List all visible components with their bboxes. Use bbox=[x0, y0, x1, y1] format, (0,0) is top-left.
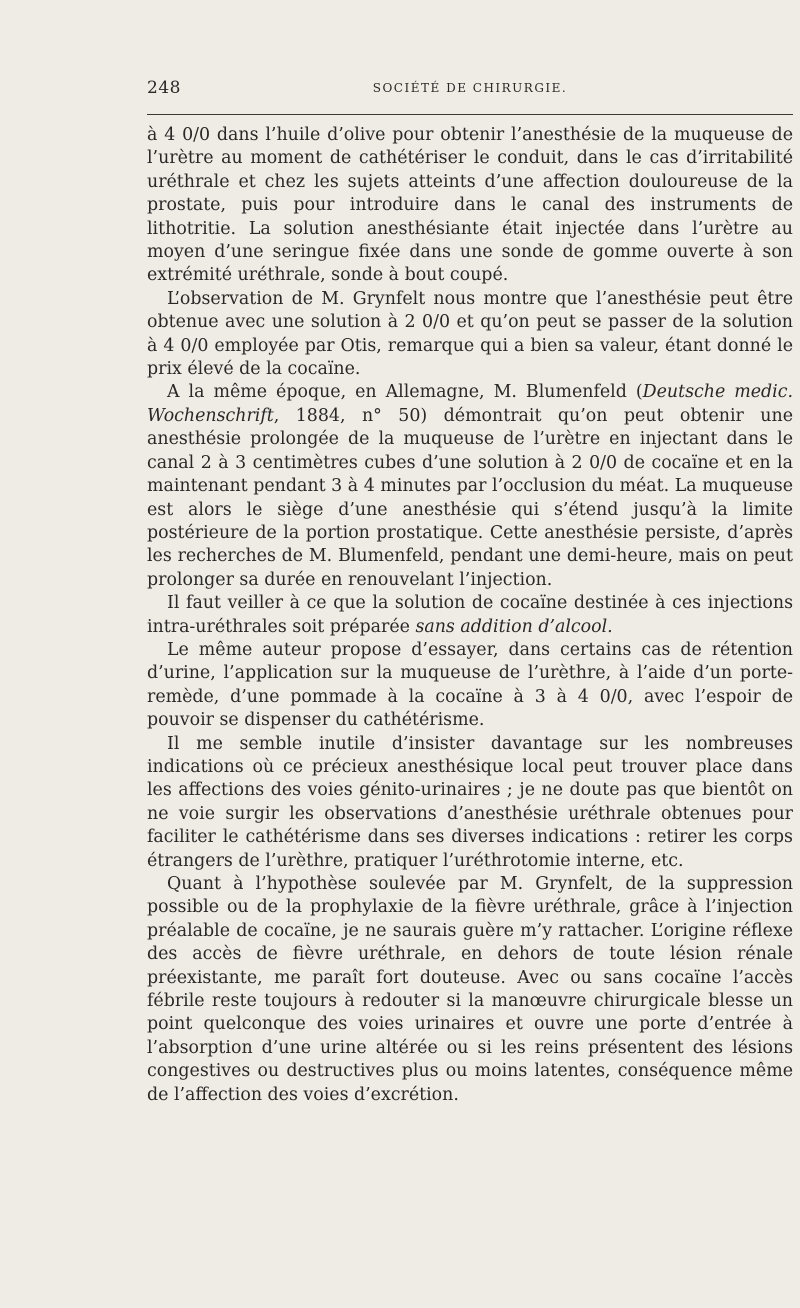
paragraph bbox=[147, 733, 793, 873]
text-run: A la même époque, en Allemagne, M. Blumenfeld ( bbox=[167, 382, 643, 403]
text-run: Il me semble inutile d’insister davantage sur les nombreuses indications où ce précieux anesthésique local peut trouver place dans les affections des voies génito-urinaires ; je ne doute pas que bientôt on ne voie surgir les observations d’anesthésie uréthrale obtenues pour faciliter le cathétérisme dans ses diverses indications : retirer les corps étrangers de l’urèthre, pratiquer l’uréthrotomie interne, etc. bbox=[147, 733, 793, 871]
text-run: , 1884, n° 50) démontrait qu’on peut obtenir une anesthésie prolongée de la muqueuse de l’urètre en injectant dans le canal 2 à 3 centimètres cubes d’une solution à 2 0/0 de cocaïne et en la maintenant pendant 3 à 4 minutes par l’occlusion du méat. La muqueuse est alors le siège d’une anesthésie qui s’étend jusqu’à la limite postérieure de la portion prostatique. Cette anesthésie persiste, d’après les recherches de M. Blumenfeld, pendant une demi-heure, mais on peut prolonger sa durée en renouvelant l’injection. bbox=[147, 405, 793, 590]
header-rule bbox=[147, 114, 793, 115]
paragraph bbox=[147, 873, 793, 1107]
paragraph bbox=[147, 639, 793, 733]
journal-title: SOCIÉTÉ DE CHIRURGIE. bbox=[372, 81, 568, 95]
italic-text: sans addition d’alcool. bbox=[415, 616, 613, 637]
italic-text: Deutsche medic. Wochenschrift bbox=[147, 382, 793, 426]
paragraph bbox=[147, 124, 793, 288]
text-run: Le même auteur propose d’essayer, dans certains cas de rétention d’urine, l’application sur la muqueuse de l’urèthre, à l’aide d’un porte-remède, d’une pommade à la cocaïne à 3 à 4 0/0, avec l’espoir de pouvoir se dispenser du cathétérisme. bbox=[147, 639, 793, 731]
body-text bbox=[147, 124, 793, 1107]
text-run: Quant à l’hypothèse soulevée par M. Grynfelt, de la suppression possible ou de la prophylaxie de la fièvre uréthrale, grâce à l’injection préalable de cocaïne, je ne saurais guère m’y rattacher. L’origine réflexe des accès de fièvre uréthrale, en dehors de toute lésion rénale préexistante, me paraît fort douteuse. Avec ou sans cocaïne l’accès fébrile reste toujours à redouter si la manœuvre chirurgicale blesse un point quelconque des voies urinaires et ouvre une porte d’entrée à l’absorption d’une urine altérée ou si les reins présentent des lésions congestives ou destructives plus ou moins latentes, conséquence même de l’affection des voies d’excrétion. bbox=[147, 874, 793, 1105]
text-run: à 4 0/0 dans l’huile d’olive pour obtenir l’anesthésie de la muqueuse de l’urètre au moment de cathétériser le conduit, dans le cas d’irritabilité uréthrale et chez les sujets atteints d’une affection douloureuse de la prostate, puis pour introduire dans le canal des instruments de lithotritie. La solution anesthésiante était injectée dans l’urètre au moyen d’une seringue fixée dans une sonde de gomme ouverte à son extrémité uréthrale, sonde à bout coupé. bbox=[147, 125, 793, 286]
text-run: L’observation de M. Grynfelt nous montre que l’anesthésie peut être obtenue avec une solution à 2 0/0 et qu’on peut se passer de la solution à 4 0/0 employée par Otis, remarque qui a bien sa valeur, étant donné le prix élevé de la cocaïne. bbox=[147, 288, 793, 380]
paragraph bbox=[147, 592, 793, 639]
paragraph bbox=[147, 288, 793, 382]
text-run: Il faut veiller à ce que la solution de cocaïne destinée à ces injections intra-uréthrales soit préparée bbox=[147, 593, 793, 637]
paragraph bbox=[147, 381, 793, 592]
page-number: 248 bbox=[147, 78, 181, 98]
running-head bbox=[147, 78, 793, 102]
